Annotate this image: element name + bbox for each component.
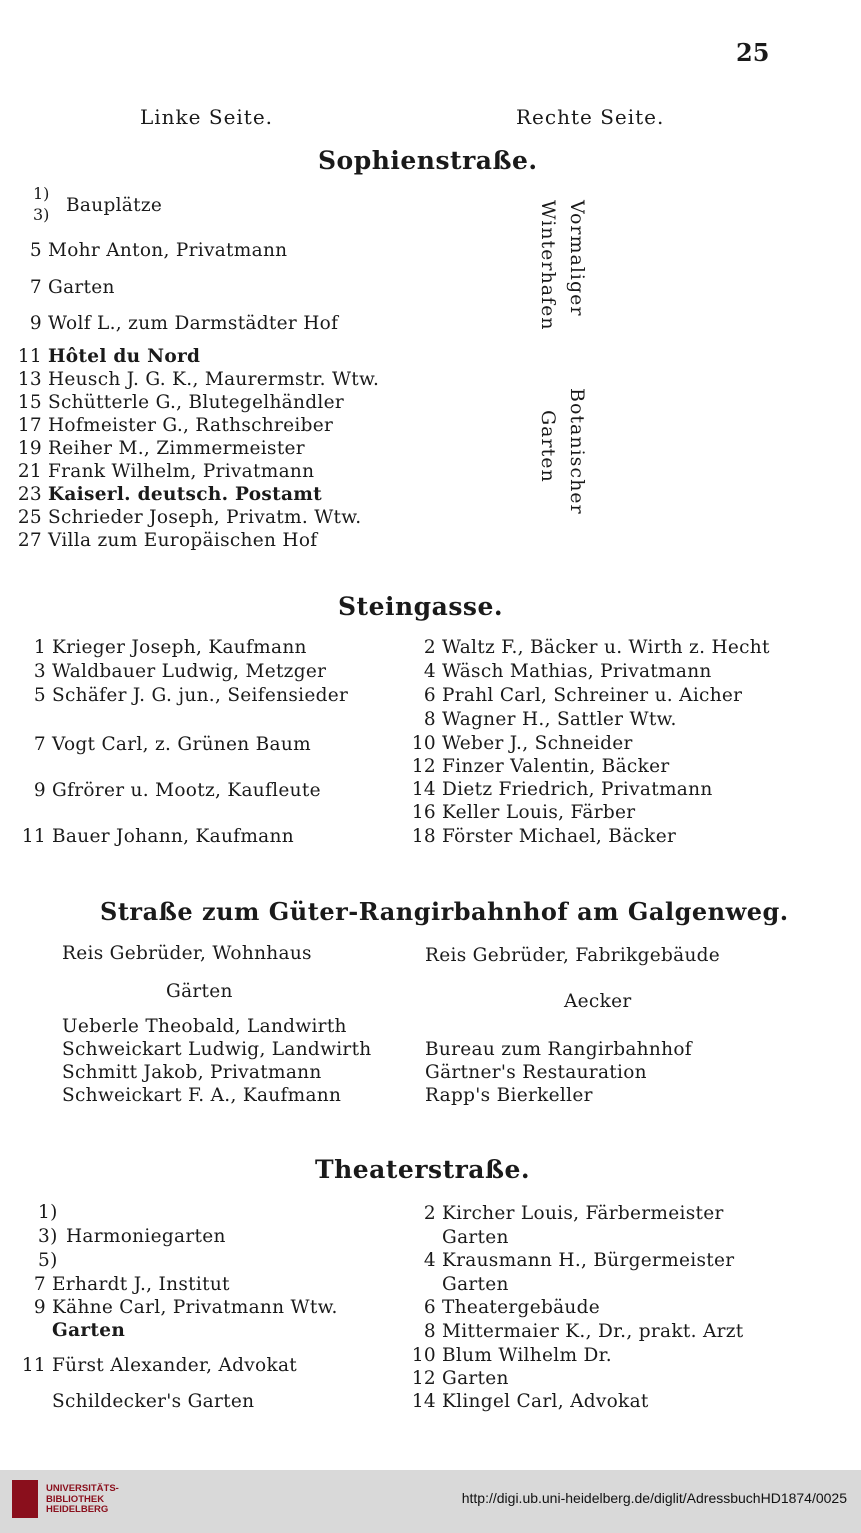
- address-entry: Villa zum Europäischen Hof: [48, 530, 318, 551]
- house-number: 7: [33, 734, 46, 755]
- address-row: [6, 530, 317, 552]
- address-row: [10, 1320, 125, 1342]
- address-row: [400, 1250, 734, 1272]
- address-row: [6, 415, 333, 437]
- address-entry: Förster Michael, Bäcker: [442, 826, 677, 847]
- address-entry: Schildecker's Garten: [52, 1391, 255, 1412]
- address-row: [10, 1355, 297, 1377]
- logo-line: BIBLIOTHEK: [46, 1493, 105, 1505]
- bracket-number: 1): [38, 1202, 58, 1223]
- house-number: 5: [29, 240, 42, 261]
- house-number: 11: [21, 826, 46, 847]
- house-number: 4: [423, 1250, 436, 1271]
- address-row: [6, 507, 361, 529]
- address-entry: Weber J., Schneider: [442, 733, 633, 754]
- address-row: [400, 685, 742, 707]
- address-entry: Dietz Friedrich, Privatmann: [442, 779, 713, 800]
- logo-line: UNIVERSITÄTS-: [46, 1483, 119, 1494]
- house-number: 9: [33, 1297, 46, 1318]
- address-row: [400, 1297, 600, 1319]
- page-number: 25: [736, 38, 770, 67]
- address-entry: Frank Wilhelm, Privatmann: [48, 461, 315, 482]
- address-entry: Mohr Anton, Privatmann: [48, 240, 288, 261]
- address-row: [6, 438, 305, 460]
- address-entry: Gfrörer u. Mootz, Kaufleute: [52, 780, 321, 801]
- address-entry: Garten: [48, 277, 115, 298]
- house-number: 10: [411, 1345, 436, 1366]
- address-entry: Garten: [442, 1227, 509, 1248]
- address-row: [400, 637, 770, 659]
- house-number: 21: [17, 461, 42, 482]
- address-entry: Schweickart F. A., Kaufmann: [62, 1085, 342, 1106]
- house-number: 8: [423, 709, 436, 730]
- address-entry: Wagner H., Sattler Wtw.: [442, 709, 677, 730]
- address-entry: Blum Wilhelm Dr.: [442, 1345, 612, 1366]
- address-entry: Gärtner's Restauration: [425, 1062, 647, 1083]
- address-row: [6, 277, 115, 299]
- house-number: 16: [411, 802, 436, 823]
- house-number: 14: [411, 779, 436, 800]
- bracket-number: 3): [38, 1226, 58, 1247]
- address-entry: Rapp's Bierkeller: [425, 1085, 593, 1106]
- house-number: 23: [17, 484, 42, 505]
- address-entry: Reiher M., Zimmermeister: [48, 438, 305, 459]
- house-number: 17: [17, 415, 42, 436]
- address-entry: Vogt Carl, z. Grünen Baum: [52, 734, 311, 755]
- address-entry: Schweickart Ludwig, Landwirth: [62, 1039, 372, 1060]
- address-row: [10, 1274, 230, 1296]
- address-row: [400, 826, 676, 848]
- address-entry: Wolf L., zum Darmstädter Hof: [48, 313, 339, 334]
- address-entry: Harmoniegarten: [66, 1226, 226, 1247]
- address-row: [400, 733, 633, 755]
- address-row: [400, 1227, 509, 1249]
- address-entry: Erhardt J., Institut: [52, 1274, 230, 1295]
- address-entry: Wäsch Mathias, Privatmann: [442, 661, 712, 682]
- address-row: [6, 313, 338, 335]
- logo-line: HEIDELBERG: [46, 1504, 109, 1515]
- library-logo-icon: [12, 1480, 38, 1518]
- address-entry: Fürst Alexander, Advokat: [52, 1355, 298, 1376]
- address-entry: Schäfer J. G. jun., Seifensieder: [52, 685, 349, 706]
- street-title-rangirbahnhof: Straße zum Güter-Rangirbahnhof am Galgenweg.: [100, 897, 789, 926]
- address-entry: Krieger Joseph, Kaufmann: [52, 637, 307, 658]
- address-row: [400, 1345, 612, 1367]
- address-entry: Aecker: [564, 991, 632, 1012]
- house-number: 7: [33, 1274, 46, 1295]
- address-entry: Klingel Carl, Advokat: [442, 1391, 649, 1412]
- address-entry: Kähne Carl, Privatmann Wtw.: [52, 1297, 338, 1318]
- address-row: [400, 1274, 509, 1296]
- house-number: 7: [29, 277, 42, 298]
- address-row: [10, 661, 326, 683]
- house-number: 2: [423, 1203, 436, 1224]
- vertical-label: Vormaliger: [566, 200, 588, 317]
- address-row: [400, 802, 635, 824]
- address-entry: Heusch J. G. K., Maurermstr. Wtw.: [48, 369, 380, 390]
- house-number: 1: [33, 637, 46, 658]
- house-number: 2: [423, 637, 436, 658]
- house-number: 5: [33, 685, 46, 706]
- address-row: [400, 756, 669, 778]
- bracket-number: 5): [38, 1250, 58, 1271]
- address-row: [400, 1203, 724, 1225]
- address-entry: Theatergebäude: [442, 1297, 601, 1318]
- address-row: [400, 709, 677, 731]
- address-row: [6, 240, 287, 262]
- house-number: 12: [411, 1368, 436, 1389]
- address-entry: Hôtel du Nord: [48, 346, 201, 367]
- footer-bar: [0, 1470, 861, 1533]
- address-entry: Krausmann H., Bürgermeister: [442, 1250, 735, 1271]
- house-number: 13: [17, 369, 42, 390]
- house-number: 12: [411, 756, 436, 777]
- house-number: 10: [411, 733, 436, 754]
- bracket-number: 3): [33, 205, 50, 224]
- vertical-label: Garten: [537, 410, 559, 483]
- house-number: 11: [21, 1355, 46, 1376]
- house-number: 27: [17, 530, 42, 551]
- address-entry: Schrieder Joseph, Privatm. Wtw.: [48, 507, 362, 528]
- library-logo-text: [46, 1484, 119, 1516]
- column-head-right: Rechte Seite.: [516, 105, 665, 129]
- address-entry: Reis Gebrüder, Fabrikgebäude: [425, 945, 721, 966]
- address-row: [400, 1321, 744, 1343]
- street-title-theaterstrasse: Theaterstraße.: [315, 1155, 531, 1184]
- address-row: [6, 461, 314, 483]
- address-entry: Garten: [442, 1274, 509, 1295]
- address-row: [400, 779, 713, 801]
- address-entry: Bureau zum Rangirbahnhof: [425, 1039, 692, 1060]
- address-row: [6, 346, 200, 368]
- street-title-sophienstrasse: Sophienstraße.: [318, 146, 538, 175]
- address-entry: Keller Louis, Färber: [442, 802, 636, 823]
- address-row: [10, 1297, 338, 1319]
- address-row: [10, 1391, 254, 1413]
- bracket-number: 1): [33, 184, 50, 203]
- address-entry: Bauplätze: [66, 195, 163, 216]
- house-number: 19: [17, 438, 42, 459]
- address-entry: Finzer Valentin, Bäcker: [442, 756, 670, 777]
- address-entry: Waltz F., Bäcker u. Wirth z. Hecht: [442, 637, 770, 658]
- address-row: [10, 826, 294, 848]
- house-number: 14: [411, 1391, 436, 1412]
- house-number: 6: [423, 1297, 436, 1318]
- address-entry: Schmitt Jakob, Privatmann: [62, 1062, 322, 1083]
- house-number: 9: [29, 313, 42, 334]
- address-entry: Ueberle Theobald, Landwirth: [62, 1016, 347, 1037]
- address-row: [10, 734, 311, 756]
- address-entry: Kaiserl. deutsch. Postamt: [48, 484, 322, 505]
- address-entry: Waldbauer Ludwig, Metzger: [52, 661, 327, 682]
- house-number: 15: [17, 392, 42, 413]
- vertical-label: Winterhafen: [537, 200, 559, 331]
- address-row: [10, 685, 348, 707]
- house-number: 8: [423, 1321, 436, 1342]
- address-entry: Mittermaier K., Dr., prakt. Arzt: [442, 1321, 744, 1342]
- house-number: 25: [17, 507, 42, 528]
- address-entry: Gärten: [166, 981, 233, 1002]
- address-entry: Schütterle G., Blutegelhändler: [48, 392, 344, 413]
- address-entry: Hofmeister G., Rathschreiber: [48, 415, 334, 436]
- address-entry: Bauer Johann, Kaufmann: [52, 826, 294, 847]
- address-row: [10, 780, 321, 802]
- column-head-left: Linke Seite.: [140, 105, 274, 129]
- address-row: [6, 369, 379, 391]
- house-number: 3: [33, 661, 46, 682]
- address-row: [6, 484, 322, 506]
- address-entry: Prahl Carl, Schreiner u. Aicher: [442, 685, 743, 706]
- address-row: [400, 661, 712, 683]
- address-row: [400, 1368, 509, 1390]
- address-entry: Garten: [442, 1368, 509, 1389]
- street-title-steingasse: Steingasse.: [338, 592, 504, 621]
- source-url-link[interactable]: http://digi.ub.uni-heidelberg.de/diglit/AdressbuchHD1874/0025: [461, 1490, 847, 1506]
- vertical-label: Botanischer: [566, 388, 588, 515]
- house-number: 11: [17, 346, 42, 367]
- house-number: 9: [33, 780, 46, 801]
- house-number: 18: [411, 826, 436, 847]
- address-row: [6, 392, 344, 414]
- house-number: 4: [423, 661, 436, 682]
- address-row: [10, 637, 307, 659]
- address-entry: Kircher Louis, Färbermeister: [442, 1203, 724, 1224]
- address-row: [400, 1391, 649, 1413]
- house-number: 6: [423, 685, 436, 706]
- address-entry: Reis Gebrüder, Wohnhaus: [62, 943, 312, 964]
- address-entry: Garten: [52, 1320, 126, 1341]
